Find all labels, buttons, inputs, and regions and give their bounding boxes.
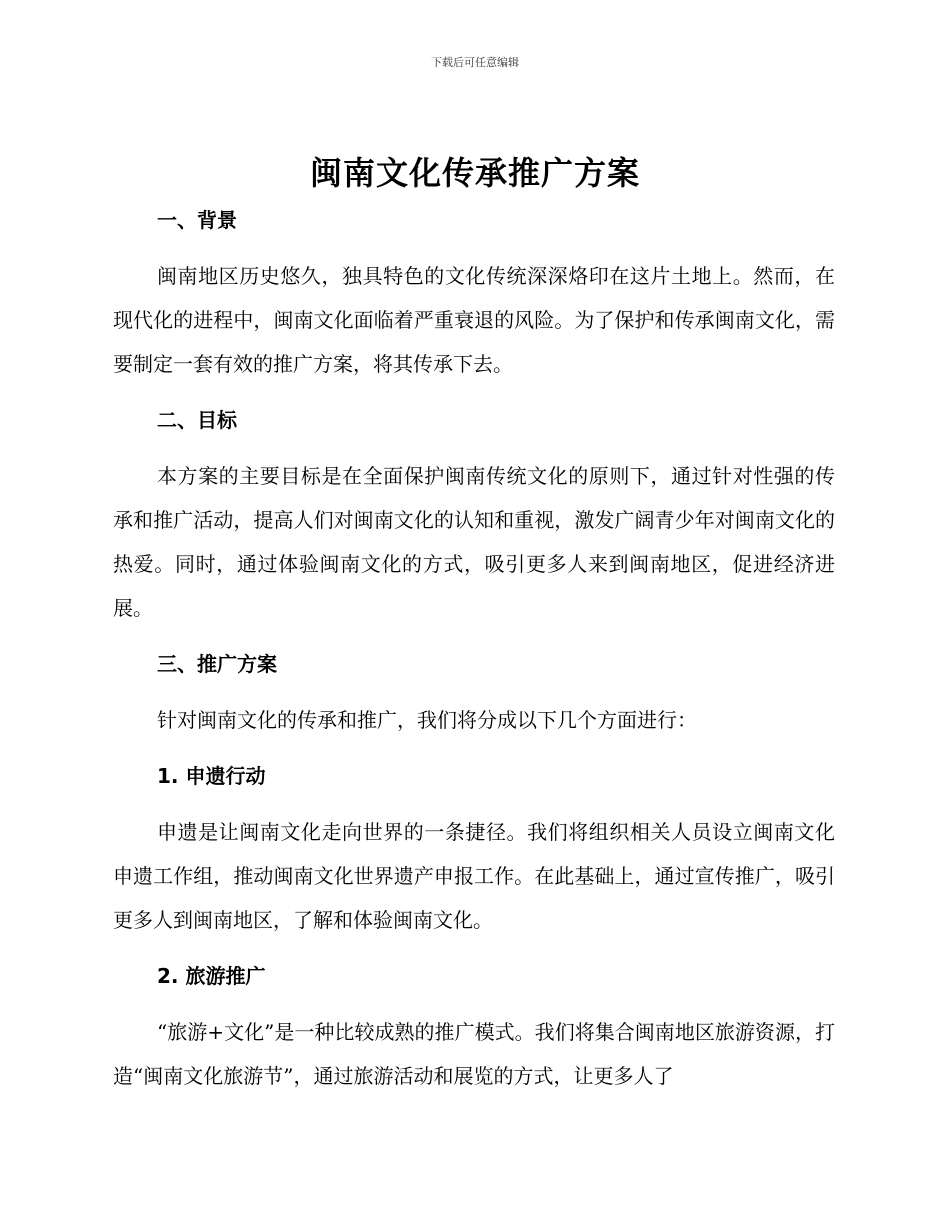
document-title: 闽南文化传承推广方案 — [309, 154, 640, 192]
paragraph-background: 闽南地区历史悠久，独具特色的文化传统深深烙印在这片土地上。然而，在现代化的进程中，闽南文化面临着严重衰退的风险。为了保护和传承闽南文化，需要制定一套有效的推广方案，将其传承下去。 — [113, 264, 835, 376]
subheading-heritage-application: 1. 申遗行动 — [157, 764, 266, 788]
paragraph-tourism-promotion: “旅游+文化”是一种比较成熟的推广模式。我们将集合闽南地区旅游资源，打造“闽南文化旅游节”，通过旅游活动和展览的方式，让更多人了 — [113, 1020, 835, 1088]
section-heading-plan: 三、推广方案 — [157, 652, 277, 676]
subheading-tourism-promotion: 2. 旅游推广 — [157, 964, 266, 988]
document-body — [113, 202, 835, 1098]
section-heading-goals: 二、目标 — [157, 408, 237, 432]
section-heading-background: 一、背景 — [157, 208, 237, 232]
paragraph-heritage-application: 申遗是让闽南文化走向世界的一条捷径。我们将组织相关人员设立闽南文化申遗工作组，推动闽南文化世界遗产申报工作。在此基础上，通过宣传推广，吸引更多人到闽南地区，了解和体验闽南文化。 — [113, 820, 835, 932]
paragraph-plan-intro: 针对闽南文化的传承和推广，我们将分成以下几个方面进行： — [157, 708, 697, 732]
page-header-note: 下载后可任意编辑 — [431, 56, 519, 69]
paragraph-goals: 本方案的主要目标是在全面保护闽南传统文化的原则下，通过针对性强的传承和推广活动，提高人们对闽南文化的认知和重视，激发广阔青少年对闽南文化的热爱。同时，通过体验闽南文化的方式，吸引更多人来到闽南地区，促进经济进展。 — [113, 464, 835, 620]
